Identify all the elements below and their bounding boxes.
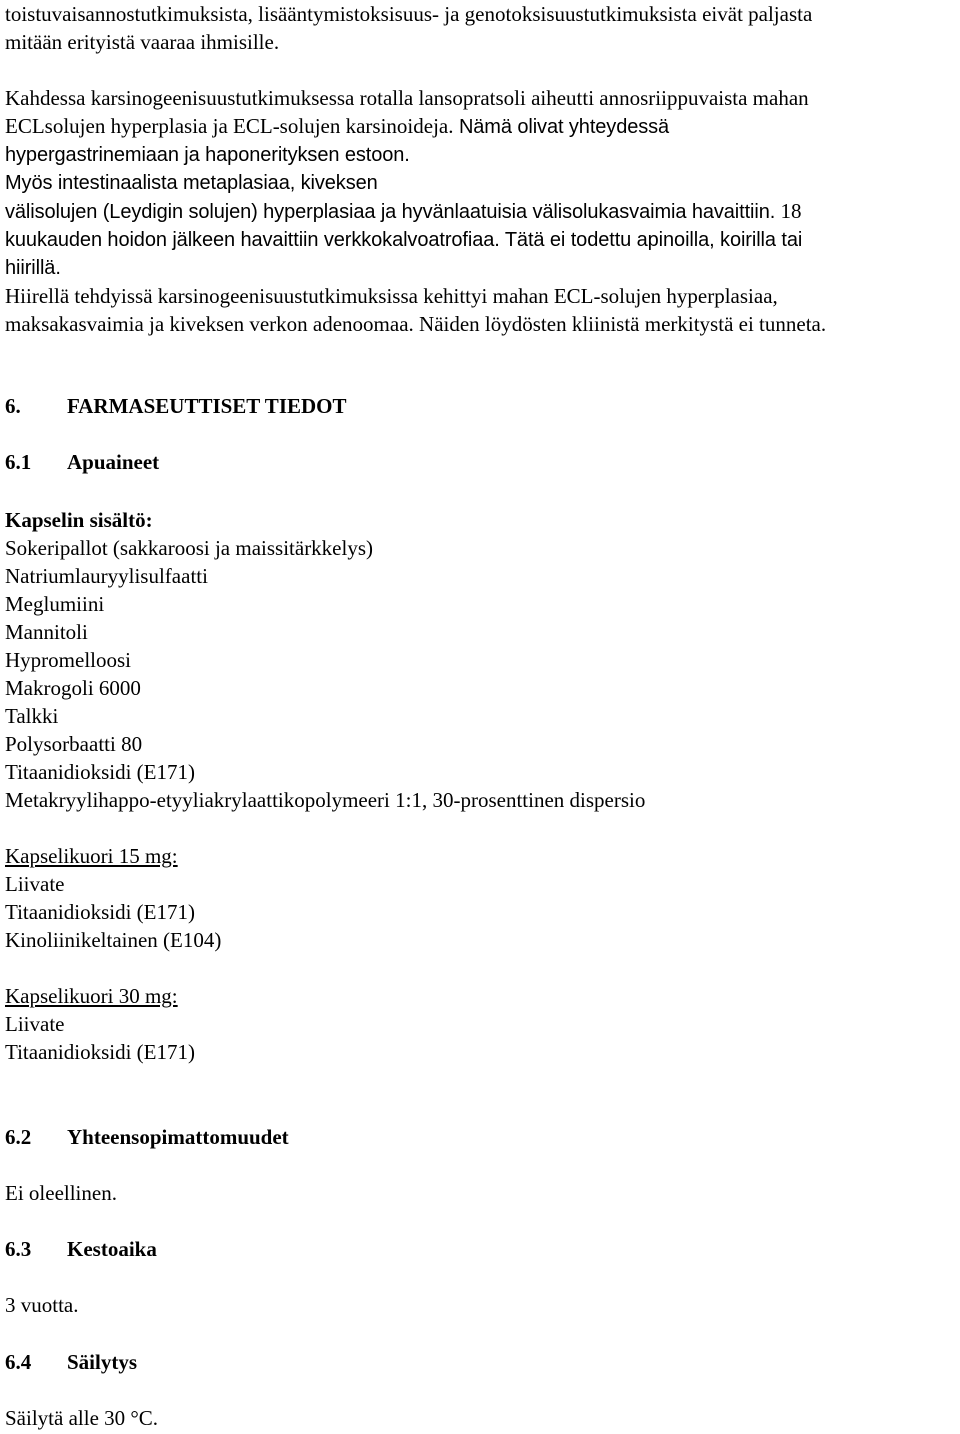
section-title: FARMASEUTTISET TIEDOT	[67, 394, 347, 418]
list-item: Titaanidioksidi (E171)	[5, 900, 195, 924]
capsule-shell-15mg-heading: Kapselikuori 15 mg:	[5, 844, 178, 868]
list-item: Metakryylihappo-etyyliakrylaattikopolymeeri 1:1, 30-prosenttinen dispersio	[5, 788, 646, 812]
text-run: Nämä olivat yhteydessä	[453, 116, 670, 138]
intro-paragraph-2	[5, 84, 809, 282]
list-item: Kinoliinikeltainen (E104)	[5, 928, 222, 952]
text-run: 18	[775, 199, 802, 223]
capsule-contents-heading: Kapselin sisältö:	[5, 508, 153, 532]
list-item: Sokeripallot (sakkaroosi ja maissitärkkelys)	[5, 536, 374, 560]
section-number: 6.4	[5, 1350, 32, 1374]
section-title: Yhteensopimattomuudet	[67, 1125, 289, 1149]
text-line: kuukauden hoidon jälkeen havaittiin verkkokalvoatrofiaa. Tätä ei todettu apinoilla, koirilla tai	[5, 229, 803, 251]
capsule-contents-list	[5, 506, 645, 814]
list-item: Hypromelloosi	[5, 648, 131, 672]
list-item: Meglumiini	[5, 592, 105, 616]
section-6-2-text: Ei oleellinen.	[5, 1181, 117, 1205]
capsule-shell-15mg-list	[5, 842, 221, 954]
text-line: hypergastrinemiaan ja haponerityksen estoon.	[5, 144, 410, 166]
list-item: Titaanidioksidi (E171)	[5, 1040, 195, 1064]
list-item: Titaanidioksidi (E171)	[5, 760, 195, 784]
text-line: Hiirellä tehdyissä karsinogeenisuustutkimuksissa kehittyi mahan ECL-solujen hyperplasiaa,	[5, 284, 778, 308]
text-line	[5, 112, 809, 141]
text-line	[5, 197, 809, 226]
capsule-shell-30mg-list	[5, 982, 195, 1066]
list-item: Liivate	[5, 872, 65, 896]
section-number: 6.2	[5, 1125, 32, 1149]
section-title: Säilytys	[67, 1350, 138, 1374]
capsule-shell-30mg-heading: Kapselikuori 30 mg:	[5, 984, 178, 1008]
intro-paragraph-3	[5, 282, 826, 338]
list-item: Makrogoli 6000	[5, 676, 141, 700]
section-number: 6.	[5, 394, 21, 418]
list-item: Liivate	[5, 1012, 65, 1036]
section-6-2-heading	[5, 1123, 289, 1151]
section-6-4-text: Säilytä alle 30 °C.	[5, 1406, 159, 1430]
section-6-4-heading	[5, 1348, 137, 1376]
section-6-3-text: 3 vuotta.	[5, 1293, 79, 1317]
list-item: Mannitoli	[5, 620, 88, 644]
section-6-3-heading	[5, 1235, 157, 1263]
list-item: Polysorbaatti 80	[5, 732, 143, 756]
list-item: Talkki	[5, 704, 59, 728]
text-run: välisolujen (Leydigin solujen) hyperplasiaa ja hyvänlaatuisia välisolukasvaimia havaittiin.	[5, 201, 776, 223]
section-6-heading	[5, 392, 347, 420]
section-number: 6.1	[5, 450, 32, 474]
section-title: Apuaineet	[67, 450, 160, 474]
list-item: Natriumlauryylisulfaatti	[5, 564, 208, 588]
intro-paragraph-1	[5, 0, 812, 56]
text-run: Myös intestinaalista metaplasiaa, kiveksen	[5, 172, 378, 194]
section-number: 6.3	[5, 1237, 32, 1261]
text-line: toistuvaisannostutkimuksista, lisääntymistoksisuus- ja genotoksisuustutkimuksista eivät paljasta	[5, 2, 813, 26]
text-line: hiirillä.	[5, 257, 61, 279]
text-line: mitään erityistä vaaraa ihmisille.	[5, 30, 280, 54]
text-line	[5, 169, 809, 197]
section-title: Kestoaika	[67, 1237, 157, 1261]
section-6-1-heading	[5, 448, 159, 476]
text-run: ECLsolujen hyperplasia ja ECL-solujen karsinoideja.	[5, 114, 454, 138]
text-line: maksakasvaimia ja kiveksen verkon adenoomaa. Näiden löydösten kliinistä merkitystä ei tunneta.	[5, 312, 827, 336]
text-line: Kahdessa karsinogeenisuustutkimuksessa rotalla lansopratsoli aiheutti annosriippuvaista mahan	[5, 86, 809, 110]
